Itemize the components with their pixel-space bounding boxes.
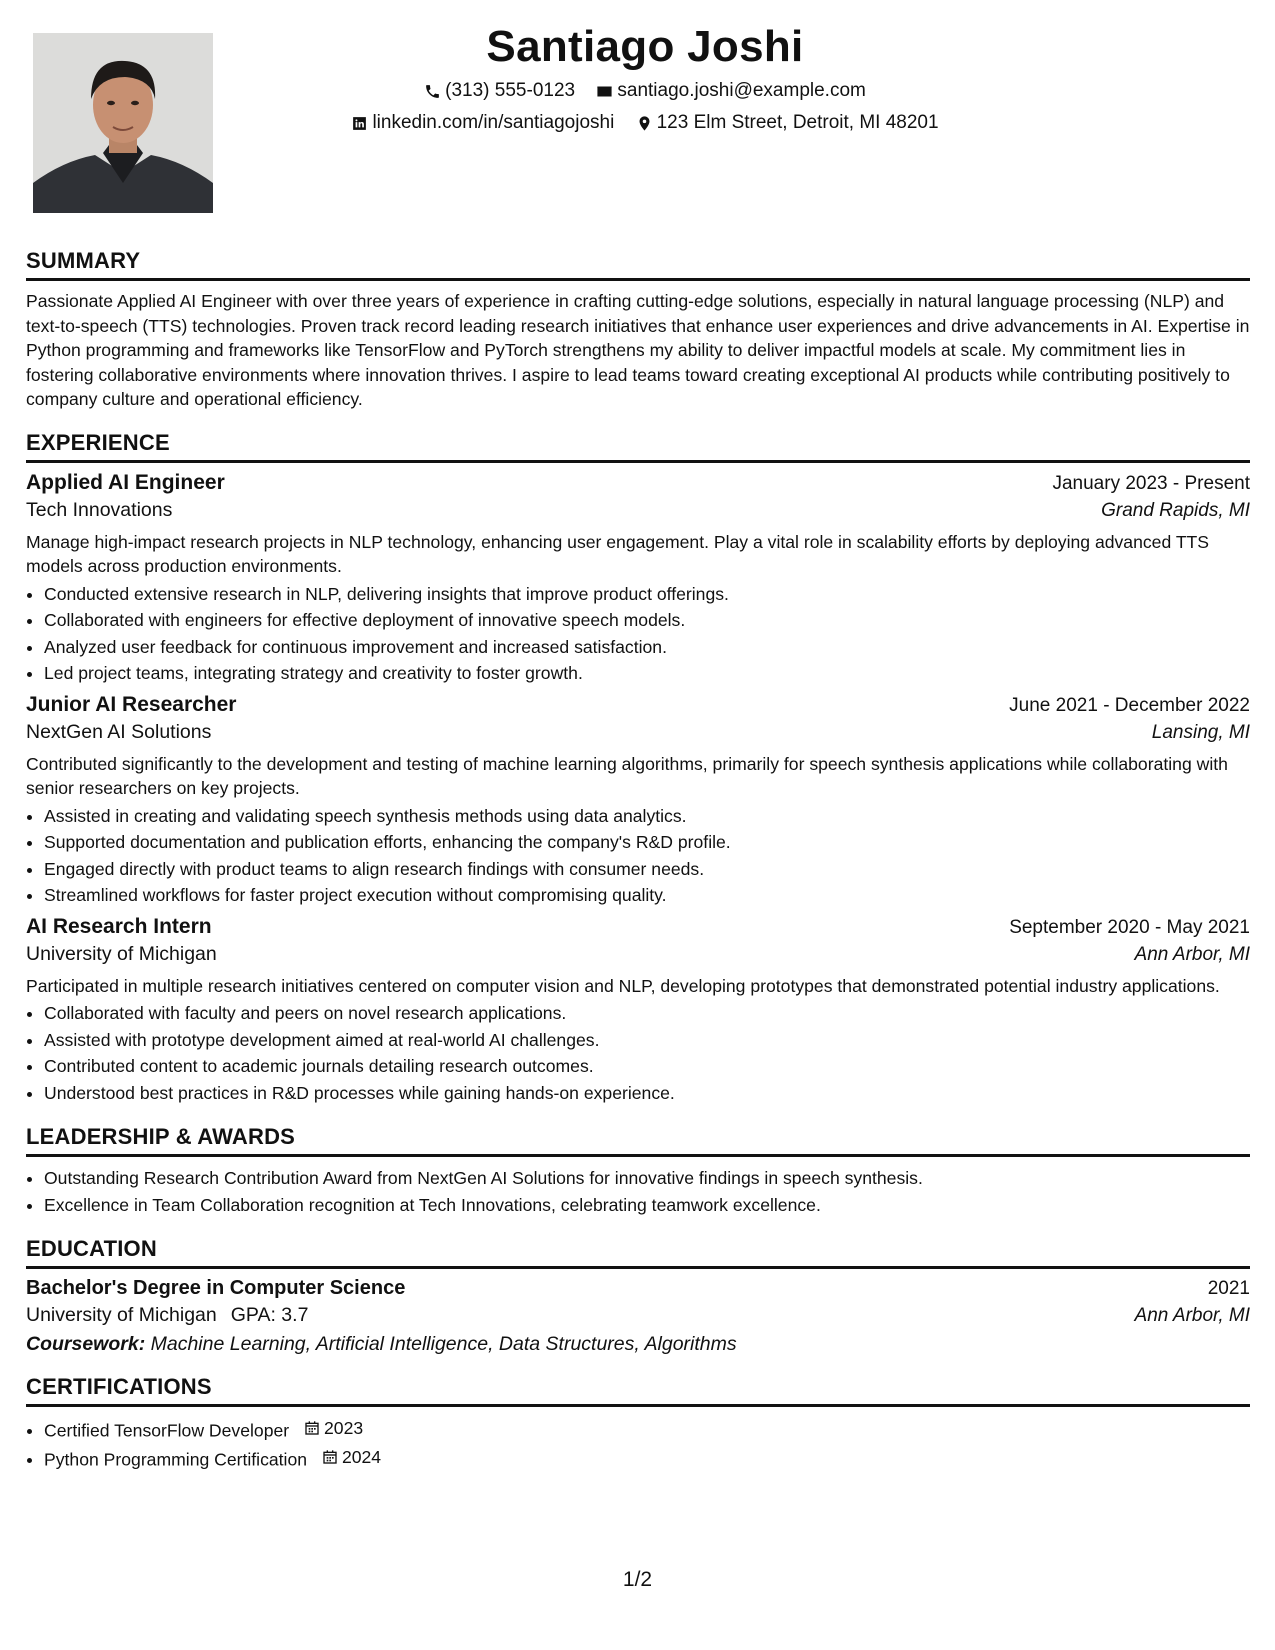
award-item: • Outstanding Research Contribution Award from NextGen AI Solutions for innovative findings in speech synthesis.: [44, 1165, 1250, 1192]
job-dates: June 2021 - December 2022: [1009, 694, 1250, 716]
email-contact[interactable]: [596, 80, 865, 102]
calendar-icon: [322, 1449, 338, 1465]
linkedin-icon: [351, 115, 368, 132]
bullet-item: • Collaborated with engineers for effective deployment of innovative speech models.: [44, 607, 1250, 634]
address-contact: [636, 112, 939, 134]
job-location: Ann Arbor, MI: [1134, 943, 1250, 965]
envelope-icon: [596, 83, 613, 100]
phone-icon: [424, 83, 441, 100]
job-entry: [26, 471, 1250, 687]
bullet-item: • Analyzed user feedback for continuous improvement and increased satisfaction.: [44, 634, 1250, 661]
page-number: 1/2: [622, 1568, 653, 1591]
job-company: NextGen AI Solutions: [26, 720, 212, 743]
section-heading-summary: SUMMARY: [26, 248, 1250, 281]
contact-row-1: [0, 80, 1275, 106]
calendar-icon: [304, 1420, 320, 1436]
job-dates: January 2023 - Present: [1052, 472, 1250, 494]
section-heading-experience: EXPERIENCE: [26, 430, 1250, 463]
experience-section: [26, 430, 1250, 1107]
bullet-item: • Engaged directly with product teams to align research findings with consumer needs.: [44, 856, 1250, 883]
bullet-item: • Understood best practices in R&D processes while gaining hands-on experience.: [44, 1080, 1250, 1107]
leadership-section: [26, 1124, 1250, 1218]
job-entry: [26, 693, 1250, 909]
linkedin-text[interactable]: linkedin.com/in/santiagojoshi: [372, 112, 615, 133]
job-company: Tech Innovations: [26, 498, 173, 521]
linkedin-contact[interactable]: [351, 112, 614, 134]
graduation-year: 2021: [1207, 1278, 1250, 1299]
coursework-list: Machine Learning, Artificial Intelligence, Data Structures, Algorithms: [150, 1333, 737, 1355]
certification-year-text: 2023: [324, 1418, 364, 1438]
bullet-item: • Contributed content to academic journals detailing research outcomes.: [44, 1053, 1250, 1080]
job-description: Participated in multiple research initiatives centered on computer vision and NLP, developing prototypes that demonstrated potential industry applications.: [26, 975, 1220, 996]
address-text: 123 Elm Street, Detroit, MI 48201: [656, 112, 939, 133]
job-bullets: [26, 803, 1250, 909]
certification-name: Certified TensorFlow Developer: [44, 1420, 290, 1441]
bullet-item: • Collaborated with faculty and peers on novel research applications.: [44, 1000, 1250, 1027]
resume-content: [26, 248, 1250, 1491]
job-location: Grand Rapids, MI: [1101, 499, 1250, 521]
job-location: Lansing, MI: [1151, 721, 1250, 743]
email-text[interactable]: santiago.joshi@example.com: [617, 80, 866, 101]
bullet-item: • Assisted in creating and validating speech synthesis methods using data analytics.: [44, 803, 1250, 830]
job-title: Applied AI Engineer: [26, 470, 225, 494]
map-pin-icon: [636, 115, 653, 132]
phone-text: (313) 555-0123: [445, 80, 576, 101]
certification-year: [322, 1444, 381, 1471]
school-location: Ann Arbor, MI: [1134, 1305, 1250, 1326]
section-heading-certifications: CERTIFICATIONS: [26, 1374, 1250, 1407]
job-title: Junior AI Researcher: [26, 692, 237, 716]
job-bullets: [26, 1000, 1250, 1106]
section-heading-leadership: LEADERSHIP & AWARDS: [26, 1124, 1250, 1157]
phone-contact: [424, 80, 575, 102]
job-company: University of Michigan: [26, 942, 217, 965]
certifications-list: [26, 1415, 1250, 1473]
certification-year: [304, 1415, 363, 1442]
coursework: [26, 1333, 1250, 1356]
awards-list: [26, 1165, 1250, 1218]
section-heading-education: EDUCATION: [26, 1236, 1250, 1269]
candidate-name: Santiago Joshi: [486, 22, 804, 71]
education-section: [26, 1236, 1250, 1356]
certifications-section: [26, 1374, 1250, 1473]
bullet-item: • Supported documentation and publication efforts, enhancing the company's R&D profile.: [44, 829, 1250, 856]
school-name: University of Michigan: [26, 1304, 217, 1326]
gpa: GPA: 3.7: [230, 1304, 309, 1326]
bullet-item: • Assisted with prototype development aimed at real-world AI challenges.: [44, 1027, 1250, 1054]
degree-name: Bachelor's Degree in Computer Science: [26, 1277, 406, 1299]
bullet-item: • Conducted extensive research in NLP, delivering insights that improve product offerings.: [44, 581, 1250, 608]
summary-section: [26, 248, 1250, 412]
job-dates: September 2020 - May 2021: [1009, 916, 1250, 938]
job-entry: [26, 915, 1250, 1107]
job-description: Contributed significantly to the development and testing of machine learning algorithms, primarily for speech synthesis applications while collaborating with senior researchers on key projects.: [26, 753, 1228, 798]
job-bullets: [26, 581, 1250, 687]
school-info: [26, 1304, 308, 1327]
summary-text: Passionate Applied AI Engineer with over three years of experience in crafting cutting-edge solutions, especially in natural language processing (NLP) and text-to-speech (TTS) technologies. Proven track record leading research initiatives that enhance user experiences and drive advancements in AI. Expertise in Python programming and frameworks like TensorFlow and PyTorch strengthens my ability to deliver impactful models at scale. My commitment lies in fostering collaborative environments where innovation thrives. I aspire to lead teams toward creating exceptional AI products while contributing positively to company culture and operational efficiency.: [26, 291, 1250, 409]
certification-item: [44, 1415, 1250, 1444]
contact-row-2: [0, 112, 1275, 138]
certification-name: Python Programming Certification: [44, 1449, 308, 1469]
job-description: Manage high-impact research projects in NLP technology, enhancing user engagement. Play a vital role in scalability efforts by deploying advanced TTS models across production environments.: [26, 531, 1210, 576]
bullet-item: • Streamlined workflows for faster project execution without compromising quality.: [44, 882, 1250, 909]
coursework-label: Coursework:: [26, 1333, 146, 1355]
award-item: • Excellence in Team Collaboration recognition at Tech Innovations, celebrating teamwork excellence.: [44, 1192, 1250, 1219]
bullet-item: • Led project teams, integrating strategy and creativity to foster growth.: [44, 660, 1250, 687]
job-title: AI Research Intern: [26, 914, 212, 938]
certification-year-text: 2024: [341, 1446, 382, 1467]
certification-item: [44, 1444, 1250, 1473]
